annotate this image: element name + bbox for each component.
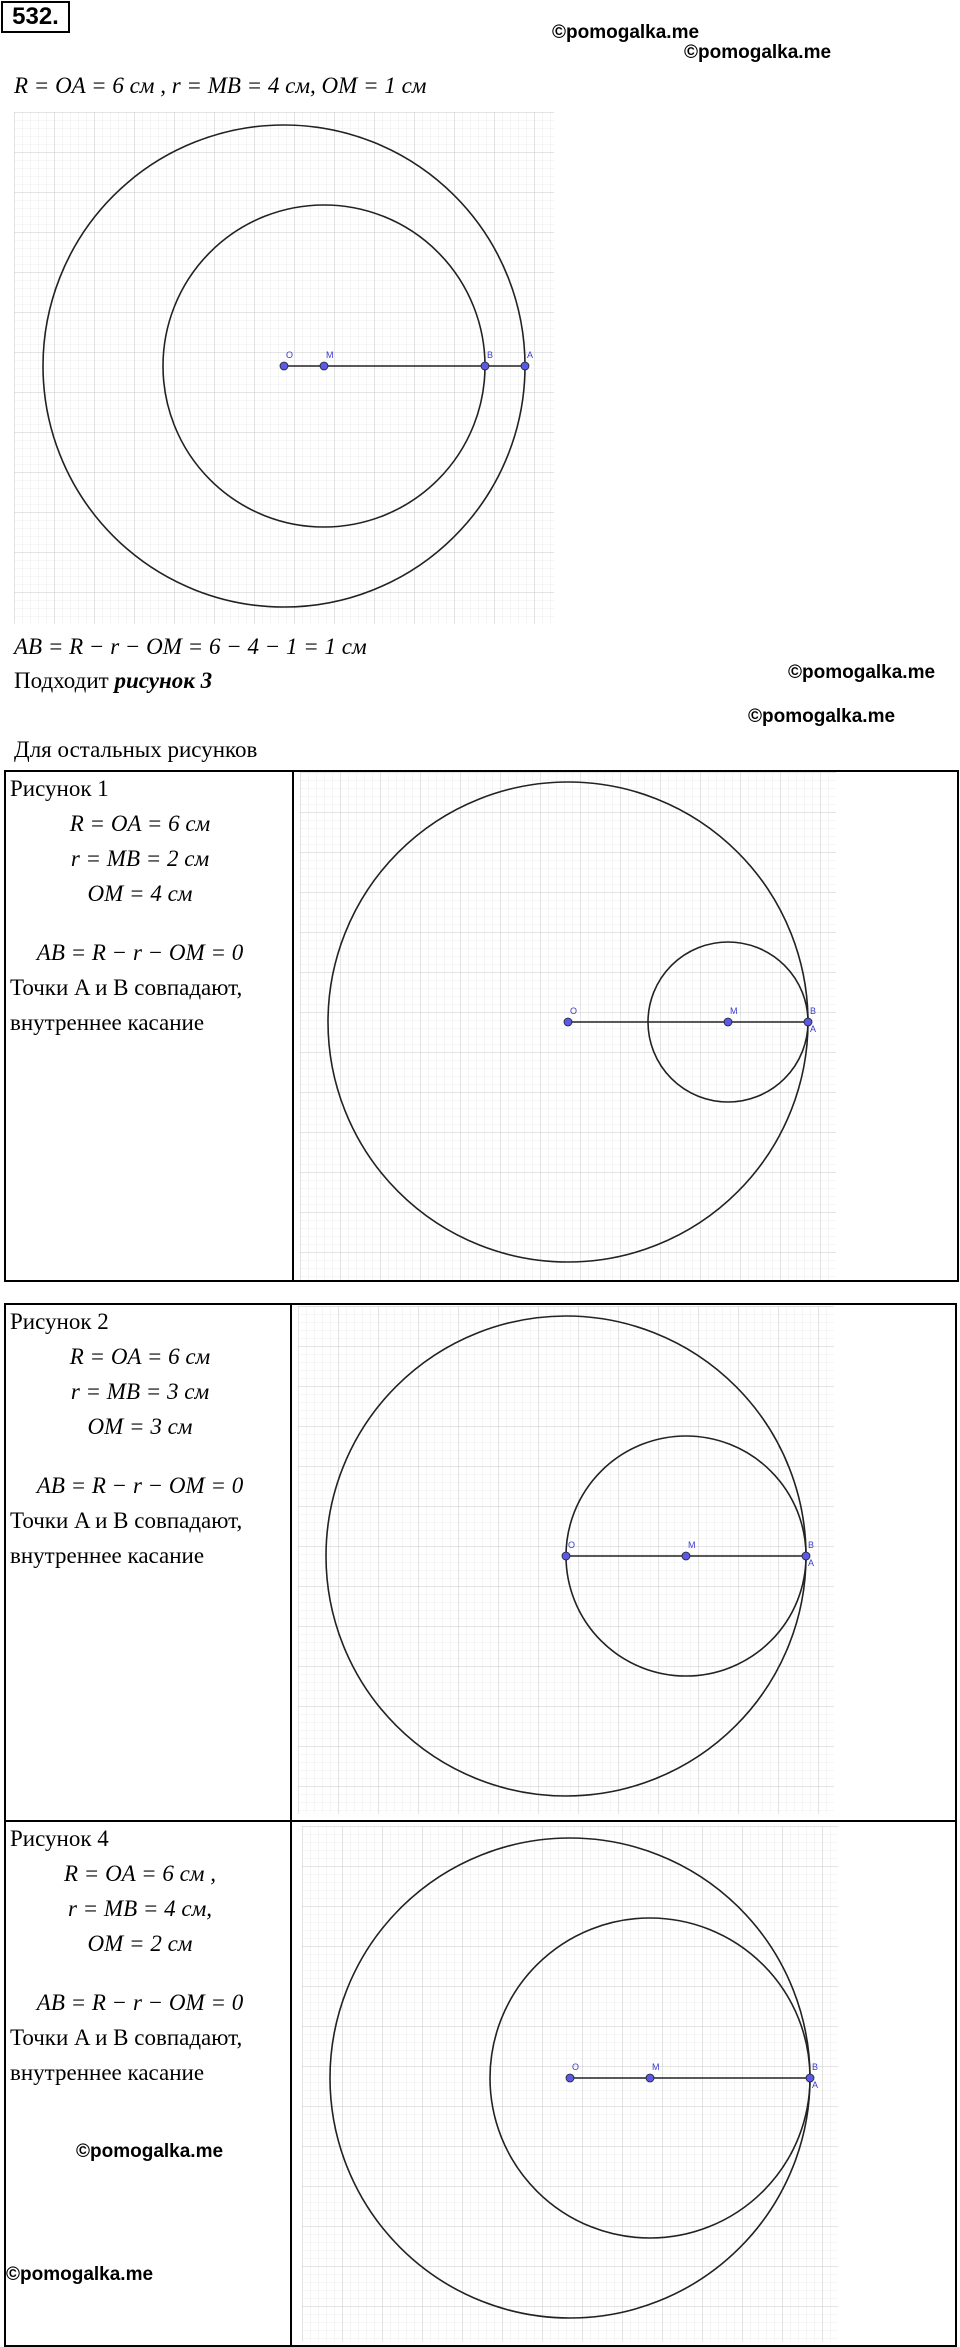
watermark: ©pomogalka.me (748, 706, 896, 727)
label-B: B (810, 1006, 817, 1016)
label-O: O (572, 2062, 580, 2072)
label-A: A (527, 350, 534, 360)
formula: AB = R − r − OM = 0 (36, 940, 244, 965)
line-R: R = OA = 6 см (69, 811, 211, 836)
conclusion-emphasis: рисунок 3 (114, 668, 213, 693)
point-M (646, 2074, 654, 2082)
watermark: ©pomogalka.me (788, 662, 936, 683)
watermark: ©pomogalka.me (76, 2141, 224, 2162)
label-A: A (810, 1024, 817, 1034)
line-OM: OM = 2 см (87, 1931, 193, 1956)
conclusion-line-2: внутреннее касание (10, 2060, 205, 2085)
main-formula: AB = R − r − OM = 6 − 4 − 1 = 1 см (14, 634, 367, 659)
label-M: M (326, 350, 334, 360)
point-B (481, 362, 489, 370)
figure-1-text (10, 771, 270, 1040)
watermark: ©pomogalka.me (6, 2264, 154, 2285)
point-O (562, 1552, 570, 1560)
conclusion-line-1: Точки A и B совпадают, (10, 1508, 243, 1533)
figure-title: Рисунок 1 (10, 776, 109, 801)
label-O: O (570, 1006, 578, 1016)
line-r: r = MB = 3 см (70, 1379, 210, 1404)
figure-title: Рисунок 4 (10, 1826, 109, 1851)
point-O (564, 1018, 572, 1026)
conclusion-line-1: Точки A и B совпадают, (10, 2025, 243, 2050)
line-OM: OM = 4 см (87, 881, 193, 906)
figure-2-text (10, 1304, 270, 1573)
line-r: r = MB = 2 см (70, 846, 210, 871)
figure-2 (298, 1306, 834, 1814)
line-OM: OM = 3 см (87, 1414, 193, 1439)
line-r: r = MB = 4 см, (67, 1896, 213, 1921)
point-O (566, 2074, 574, 2082)
point-A (521, 362, 529, 370)
label-M: M (688, 1540, 696, 1550)
label-B: B (808, 1540, 815, 1550)
point-O (280, 362, 288, 370)
table-divider (292, 770, 294, 1282)
watermark: ©pomogalka.me (552, 22, 700, 43)
figure-1 (300, 772, 836, 1280)
line-R: R = OA = 6 см , (64, 1861, 216, 1886)
label-A: A (808, 1558, 815, 1568)
label-M: M (652, 2062, 660, 2072)
label-M: M (730, 1006, 738, 1016)
conclusion-line-2: внутреннее касание (10, 1010, 205, 1035)
label-B: B (812, 2062, 819, 2072)
label-A: A (812, 2080, 819, 2090)
formula: AB = R − r − OM = 0 (36, 1473, 244, 1498)
conclusion-line-2: внутреннее касание (10, 1543, 205, 1568)
figure-title: Рисунок 2 (10, 1309, 109, 1334)
watermark: ©pomogalka.me (684, 42, 832, 63)
point-M (320, 362, 328, 370)
given-values: R = OA = 6 см , r = MB = 4 см, OM = 1 см (14, 73, 427, 98)
figure-4-text (10, 1821, 270, 2090)
point-M (724, 1018, 732, 1026)
conclusion (14, 666, 212, 696)
conclusion-prefix: Подходит (14, 668, 115, 693)
figure-4 (302, 1826, 838, 2342)
point-M (682, 1552, 690, 1560)
problem-number: 532. (1, 1, 70, 33)
others-heading: Для остальных рисунков (14, 737, 258, 762)
label-O: O (568, 1540, 576, 1550)
table-divider (290, 1303, 292, 2347)
conclusion-line-1: Точки A и B совпадают, (10, 975, 243, 1000)
label-B: B (487, 350, 494, 360)
grid (302, 1826, 838, 2342)
label-O: O (286, 350, 294, 360)
main-figure (14, 112, 554, 632)
formula: AB = R − r − OM = 0 (36, 1990, 244, 2015)
line-R: R = OA = 6 см (69, 1344, 211, 1369)
